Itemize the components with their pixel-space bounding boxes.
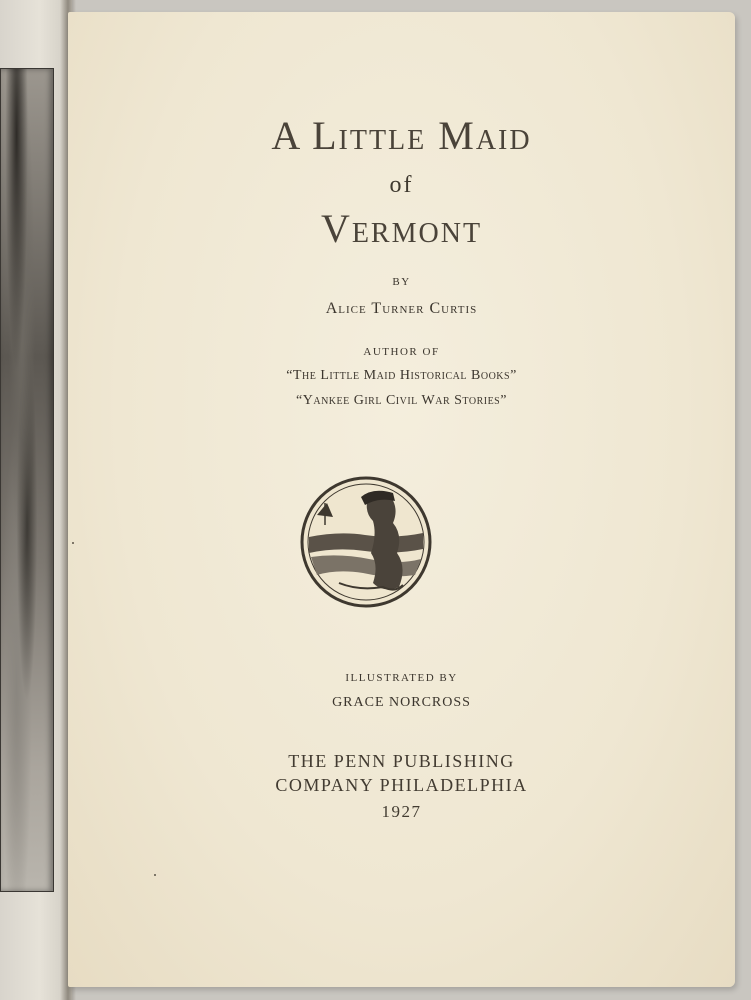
series-title-1: “The Little Maid Historical Books” [286, 368, 517, 383]
book-title-line-3: Vermont [320, 206, 483, 251]
series-title-2: “Yankee Girl Civil War Stories” [296, 393, 507, 408]
by-label: BY [392, 276, 411, 288]
frontispiece-illustration [0, 68, 54, 892]
publisher-line-1: THE PENN PUBLISHING [288, 751, 515, 771]
paper-speck [154, 874, 156, 876]
publisher-seal-icon [299, 475, 433, 609]
book-title-line-1: A Little Maid [271, 113, 532, 158]
illustrated-by-label: ILLUSTRATED BY [345, 672, 458, 684]
publication-year: 1927 [381, 802, 422, 821]
author-of-label: AUTHOR OF [363, 346, 440, 358]
book-title-line-2: of [389, 172, 414, 198]
publisher-line-2: COMPANY PHILADELPHIA [275, 775, 528, 795]
paper-speck [72, 542, 74, 544]
title-page [68, 12, 735, 987]
illustrator-name: GRACE NORCROSS [332, 695, 471, 710]
author-name: Alice Turner Curtis [325, 300, 478, 317]
